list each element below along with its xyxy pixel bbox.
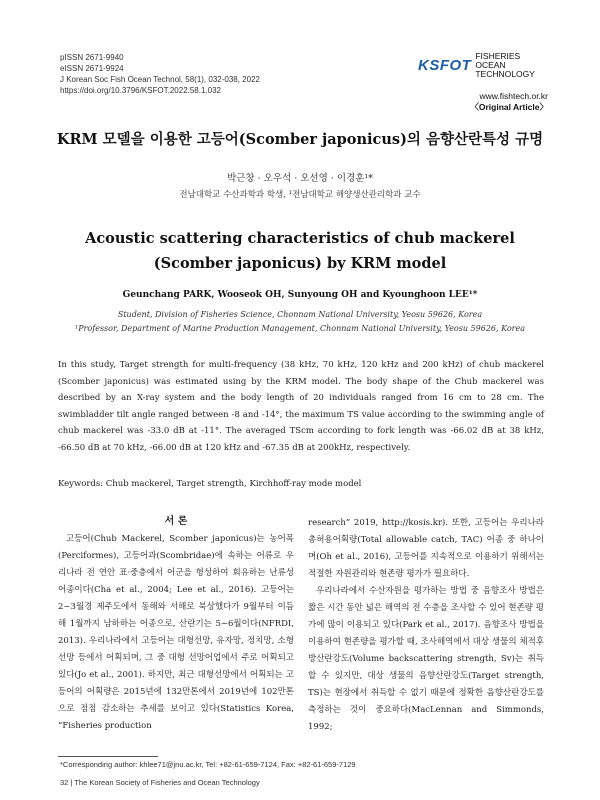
corresponding-author-footnote: *Corresponding author: khlee71@jnu.ac.kr, Tel: +82-61-659-7124, Fax: +82-61-659-7129 (60, 760, 356, 769)
affiliation-line: ¹Professor, Department of Marine Production Management, Chonnam National University, Yeosu 59626, Korea (75, 324, 525, 333)
body-paragraph: 우리나라에서 수산자원을 평가하는 방법 중 음향조사 방법은 짧은 시간 동안 넓은 해역의 전 수층을 조사할 수 있어 현존량 평가에 많이 이용되고 있다(Park et al., 2017). 음향조사 방법을 이용하여 현존량을 평가할 때, 조사해역에서 대상 생물의 체적후방산란강도(Volume backscattering strength, Sv)는 취득할 수 있지만, 대상 생물의 음향산란강도(Target strength, TS)는 현장에서 취득할 수 없기 때문에 정확한 음향산란강도를 측정하는 것이 중요하다(MacLennan and Simmonds, 1992; (308, 586, 544, 732)
ksfot-logo-mark: KSFOT (418, 57, 472, 74)
pissn: pISSN 2671-9940 (60, 53, 124, 62)
affiliation-korean: 전남대학교 수산과학과 학생, ¹전남대학교 해양생산관리학과 교수 (179, 190, 421, 200)
authors-english: Geunchang PARK, Wooseok OH, Sunyoung OH and Kyounghoon LEE¹* (122, 290, 478, 300)
journal-meta (60, 52, 260, 96)
affiliation-english (60, 308, 540, 336)
affiliation-line: Student, Division of Fisheries Science, Chonnam National University, Yeosu 59626, Korea (117, 310, 483, 319)
journal-logo (418, 52, 548, 113)
title-korean: KRM 모델을 이용한 고등어(Scomber japonicus)의 음향산란특성 규명 (56, 131, 544, 148)
journal-url[interactable]: www.fishtech.or.kr (479, 91, 548, 101)
logo-line2: TECHNOLOGY (475, 69, 535, 79)
footnote-divider (58, 756, 158, 757)
body-paragraph: research” 2019, http://kosis.kr). 또한, 고등어는 우리나라 총허용어획량(Total allowable catch, TAC) 어종 중 하나이며(Oh et al., 2016), 고등어를 지속적으로 이용하기 위해서는 적절한 자원관리와 현존량 평가가 필요하다. (308, 518, 544, 579)
body-column-left (58, 515, 294, 735)
article-type: 〈Original Article〉 (470, 102, 548, 112)
section-heading-introduction: 서 론 (164, 516, 188, 527)
logo-line1: FISHERIES OCEAN (475, 51, 521, 70)
body-column-right (308, 515, 544, 736)
eissn: eISSN 2671-9924 (60, 64, 124, 73)
title-english: Acoustic scattering characteristics of chub mackerel (Scomber japonicus) by KRM model (85, 230, 515, 272)
journal-citation: J Korean Soc Fish Ocean Technol, 58(1), 032-038, 2022 (60, 75, 260, 84)
logo-text (475, 52, 548, 79)
doi-link[interactable]: https://doi.org/10.3796/KSFOT.2022.58.1.032 (60, 86, 221, 95)
keywords: Keywords: Chub mackerel, Target strength, Kirchhoff-ray mode model (58, 479, 362, 489)
abstract: In this study, Target strength for multi-frequency (38 kHz, 70 kHz, 120 kHz and 200 kHz) of chub mackerel (Scomber japonicus) was estimated using by the KRM model. The body shape of the Chub mackerel was described by an X-ray system and the body length of 20 individuals ranged from 16 cm to 28 cm. The swimbladder tilt angle ranged between -8 and -14°, the maximum TS value according to the swimming angle of chub mackerel was -33.0 dB at -11°. The averaged TScm according to fork length was -66.02 dB at 38 kHz, -66.50 dB at 70 kHz, -66.00 dB at 120 kHz and -67.35 dB at 200kHz, respectively. (58, 360, 544, 453)
authors-korean: 박근창 · 오우석 · 오선영 · 이경훈¹* (227, 173, 373, 184)
body-paragraph: 고등어(Chub Mackerel, Scomber japonicus)는 농어목(Perciformes), 고등어과(Scombridae)에 속하는 어류로 우리나라 전 연안 표·중층에서 어군을 형성하여 회유하는 난류성 어종이다(Cha et al., 2004; Lee et al., 2016). 고등어는 2~3월경 제주도에서 동해와 서해로 북상했다가 9월부터 이듬해 1월까지 남하하는 어종으로, 산란기는 5~6월이다(NFRDI, 2013). 우리나라에서 고등어는 대형선망, 유자망, 정치망, 소형선망 등에서 어획되며, 그 중 대형 선망어업에서 주로 어획되고 있다(Jo et al., 2001). 하지만, 최근 대형선망에서 어획되는 고등어의 어획량은 2015년에 132만톤에서 2019년에 102만톤으로 점점 감소하는 추세를 보이고 있다(Statistics Korea, “Fisheries production (58, 534, 294, 731)
page-footer: 32 | The Korean Society of Fisheries and Ocean Technology (60, 778, 260, 787)
